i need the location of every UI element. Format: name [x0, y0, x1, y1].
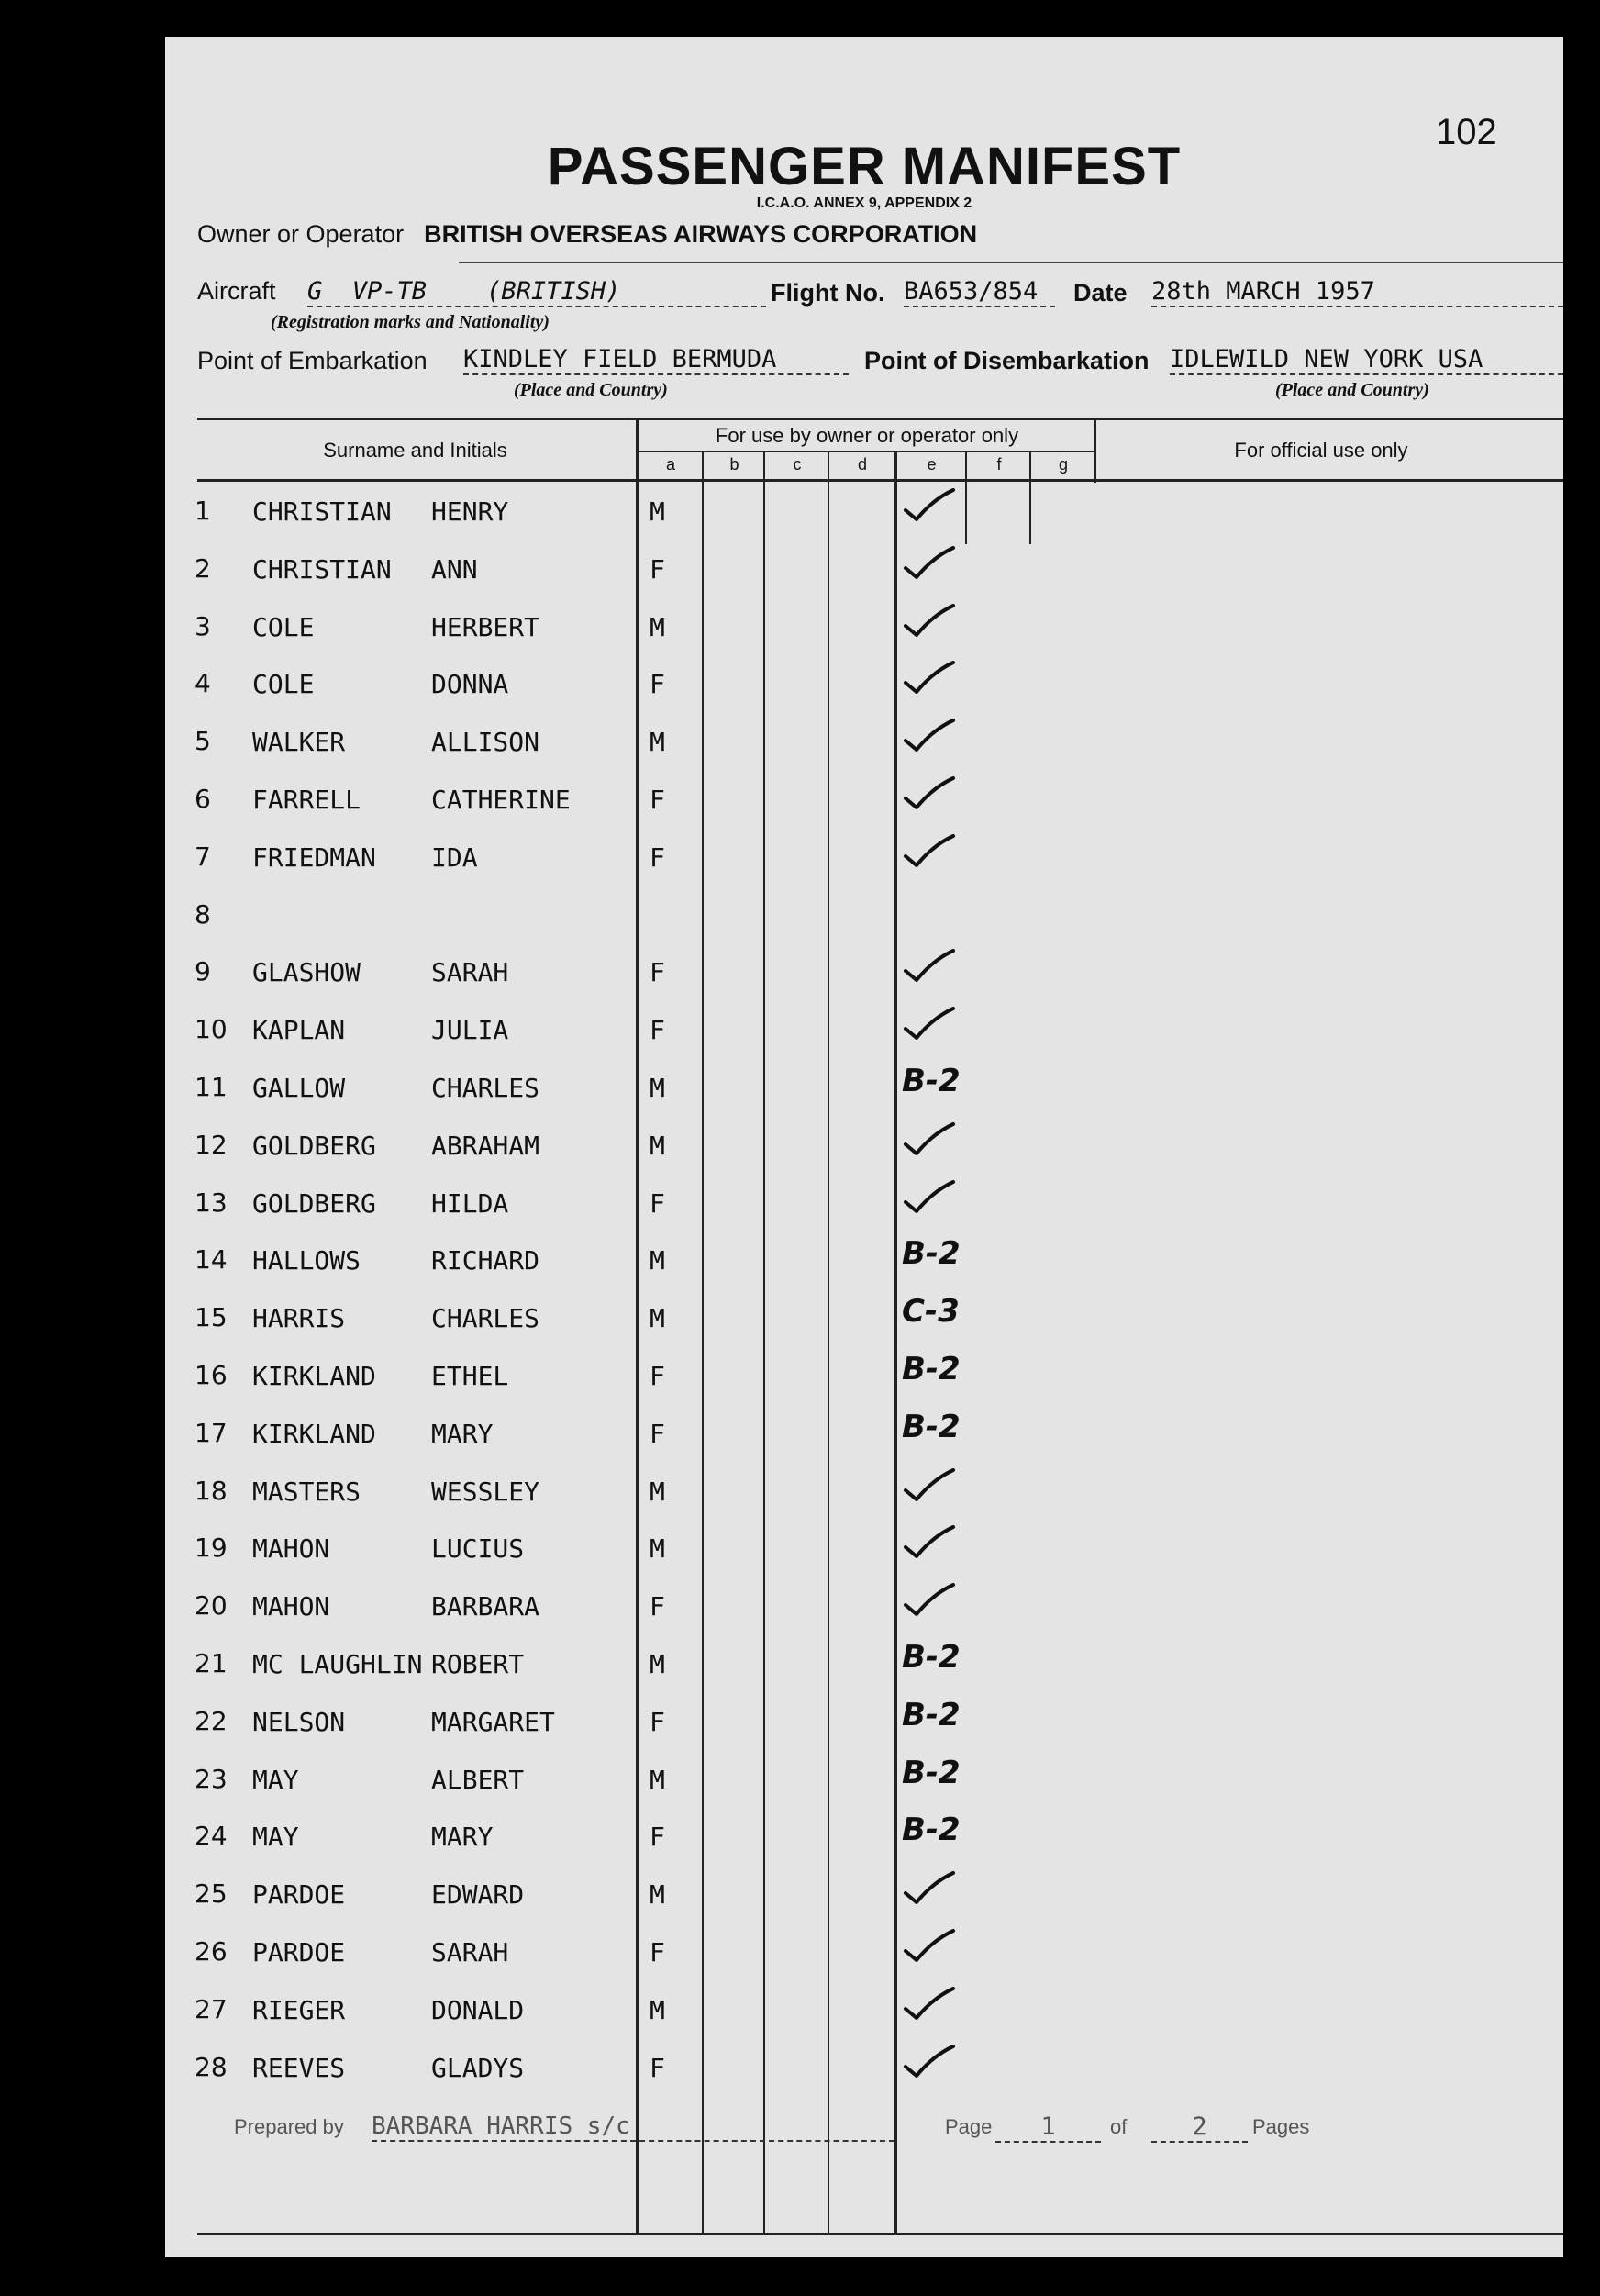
- disembark-value: IDLEWILD NEW YORK USA: [1170, 345, 1563, 375]
- row-number: 2: [194, 552, 211, 584]
- row-number: 3: [194, 610, 211, 641]
- table-row: [165, 1925, 1563, 1982]
- subcol-f: f: [996, 455, 1002, 474]
- page-subtitle: I.C.A.O. ANNEX 9, APPENDIX 2: [756, 195, 972, 211]
- row-sex: F: [650, 553, 665, 585]
- row-status-code: B-2: [902, 1639, 961, 1676]
- of-label: of: [1110, 2115, 1128, 2138]
- row-sex: F: [650, 1361, 665, 1391]
- row-status-code: B-2: [902, 1063, 961, 1099]
- row-surname: COLE: [252, 669, 315, 700]
- row-number: 8: [194, 898, 211, 930]
- row-number: 4: [194, 668, 211, 699]
- pages-label: Pages: [1252, 2115, 1310, 2138]
- check-mark-icon: [902, 1581, 957, 1626]
- row-sex: M: [650, 1073, 665, 1103]
- row-number: 7: [194, 841, 211, 872]
- row-number: 28: [194, 2051, 228, 2082]
- check-mark-icon: [902, 1120, 957, 1165]
- subcol-d: d: [857, 455, 867, 474]
- row-sex: F: [650, 1187, 665, 1219]
- row-number: 11: [194, 1072, 228, 1102]
- table-row: [165, 657, 1563, 714]
- of-value: 2: [1151, 2112, 1248, 2143]
- row-status-code: B-2: [902, 1696, 961, 1733]
- check-mark-icon: [902, 1985, 957, 2030]
- row-surname: REEVES: [252, 2052, 346, 2083]
- row-number: 12: [194, 1129, 228, 1160]
- date-label: Date: [1073, 279, 1128, 307]
- check-mark-icon: [902, 1869, 957, 1914]
- row-given-name: RICHARD: [431, 1245, 540, 1276]
- row-number: 19: [194, 1533, 228, 1564]
- row-sex: F: [650, 1418, 665, 1449]
- row-surname: MC LAUGHLIN: [252, 1649, 423, 1679]
- table-row: [165, 1003, 1563, 1060]
- row-given-name: CATHERINE: [431, 785, 571, 815]
- page-number: 102: [1436, 112, 1497, 152]
- table-top-rule: [197, 418, 1563, 420]
- embark-label: Point of Embarkation: [197, 347, 428, 374]
- row-sex: M: [650, 1476, 665, 1507]
- row-sex: F: [650, 957, 665, 988]
- row-surname: GOLDBERG: [252, 1187, 376, 1219]
- row-number: 16: [194, 1360, 228, 1390]
- row-given-name: LUCIUS: [431, 1533, 525, 1565]
- row-sex: M: [650, 1130, 665, 1161]
- row-given-name: BARBARA: [431, 1591, 540, 1622]
- row-sex: F: [650, 785, 665, 815]
- row-sex: M: [650, 1649, 665, 1679]
- row-sex: M: [650, 611, 665, 642]
- subcol-b: b: [729, 455, 739, 474]
- prepared-label: Prepared by: [234, 2115, 344, 2138]
- row-surname: FARRELL: [252, 785, 361, 815]
- row-status-code: B-2: [902, 1754, 961, 1791]
- row-given-name: HENRY: [431, 496, 509, 527]
- row-sex: F: [650, 2052, 665, 2083]
- row-surname: KIRKLAND: [252, 1361, 376, 1391]
- page-value: 1: [995, 2112, 1101, 2143]
- page-title: PASSENGER MANIFEST: [547, 137, 1182, 196]
- row-sex: F: [650, 1937, 665, 1967]
- owner-value: BRITISH OVERSEAS AIRWAYS CORPORATION: [424, 220, 978, 248]
- prepared-value: BARBARA HARRIS s/c: [372, 2112, 894, 2142]
- disembark-label: Point of Disembarkation: [864, 347, 1150, 374]
- check-mark-icon: [902, 717, 957, 762]
- row-surname: KAPLAN: [252, 1015, 346, 1046]
- flight-value: BA653/854: [904, 277, 1055, 307]
- check-mark-icon: [902, 775, 957, 819]
- row-sex: M: [650, 1764, 665, 1795]
- flight-label: Flight No.: [771, 279, 885, 307]
- row-surname: GLASHOW: [252, 957, 361, 988]
- table-row: [165, 1119, 1563, 1176]
- row-number: 22: [194, 1705, 228, 1736]
- row-sex: M: [650, 1994, 665, 2025]
- table-row: [165, 1637, 1563, 1694]
- row-number: 10: [194, 1014, 228, 1045]
- row-number: 13: [194, 1187, 228, 1218]
- row-surname: GOLDBERG: [252, 1130, 376, 1161]
- table-row: [165, 1867, 1563, 1924]
- table-row: [165, 1465, 1563, 1521]
- row-number: 9: [194, 956, 211, 987]
- row-status-code: B-2: [902, 1408, 961, 1445]
- row-surname: RIEGER: [252, 1994, 346, 2025]
- subcol-a: a: [665, 455, 675, 474]
- col-official-header: For official use only: [1234, 439, 1408, 462]
- row-given-name: HERBERT: [431, 611, 540, 642]
- row-surname: CHRISTIAN: [252, 553, 392, 585]
- row-given-name: WESSLEY: [431, 1476, 540, 1507]
- table-row: [165, 1176, 1563, 1233]
- owner-line: [197, 220, 977, 249]
- embark-note: (Place and Country): [514, 380, 668, 400]
- check-mark-icon: [902, 486, 957, 531]
- row-number: 25: [194, 1878, 228, 1910]
- row-given-name: CHARLES: [431, 1303, 540, 1334]
- table-row: [165, 542, 1563, 599]
- row-number: 14: [194, 1244, 228, 1276]
- row-number: 23: [194, 1763, 228, 1794]
- row-sex: F: [650, 841, 665, 873]
- row-number: 15: [194, 1302, 228, 1333]
- row-number: 18: [194, 1475, 228, 1506]
- row-sex: M: [650, 1533, 665, 1565]
- table-header-rule: [197, 479, 1563, 482]
- row-number: 27: [194, 1993, 228, 2024]
- row-given-name: ABRAHAM: [431, 1130, 540, 1161]
- table-row: [165, 945, 1563, 1002]
- row-given-name: ANN: [431, 553, 478, 585]
- row-sex: F: [650, 1706, 665, 1737]
- table-row: [165, 1291, 1563, 1348]
- row-surname: MAHON: [252, 1533, 330, 1565]
- check-mark-icon: [902, 1178, 957, 1223]
- table-row: [165, 600, 1563, 657]
- table-row: [165, 1233, 1563, 1290]
- check-mark-icon: [902, 1523, 957, 1568]
- row-given-name: ALBERT: [431, 1764, 525, 1795]
- row-given-name: SARAH: [431, 957, 509, 988]
- manifest-page: [165, 37, 1563, 2257]
- row-status-code: C-3: [902, 1293, 960, 1331]
- row-given-name: DONALD: [431, 1994, 525, 2025]
- check-mark-icon: [902, 2043, 957, 2088]
- subcol-g: g: [1058, 455, 1068, 474]
- aircraft-label: Aircraft: [197, 277, 276, 305]
- row-given-name: JULIA: [431, 1015, 509, 1046]
- subcol-c: c: [793, 455, 802, 474]
- row-surname: HARRIS: [252, 1303, 346, 1334]
- row-number: 1: [194, 496, 211, 526]
- check-mark-icon: [902, 1005, 957, 1050]
- row-surname: COLE: [252, 611, 315, 642]
- check-mark-icon: [902, 832, 957, 877]
- table-row: [165, 1810, 1563, 1867]
- row-surname: PARDOE: [252, 1879, 346, 1911]
- row-given-name: HILDA: [431, 1187, 509, 1219]
- row-surname: MASTERS: [252, 1476, 361, 1507]
- row-status-code: B-2: [902, 1351, 961, 1388]
- row-number: 6: [194, 784, 211, 814]
- row-surname: MAHON: [252, 1591, 330, 1622]
- table-row: [165, 773, 1563, 830]
- table-row: [165, 1349, 1563, 1406]
- row-number: 21: [194, 1648, 228, 1678]
- check-mark-icon: [902, 659, 957, 704]
- row-given-name: EDWARD: [431, 1879, 525, 1911]
- row-number: 26: [194, 1936, 228, 1967]
- row-sex: M: [650, 1303, 665, 1334]
- table-row: [165, 1579, 1563, 1636]
- row-surname: NELSON: [252, 1706, 346, 1737]
- row-number: 17: [194, 1417, 228, 1448]
- check-mark-icon: [902, 1927, 957, 1972]
- row-given-name: IDA: [431, 841, 478, 873]
- row-given-name: ALLISON: [431, 727, 540, 758]
- row-sex: M: [650, 1245, 665, 1276]
- subcol-e: e: [927, 455, 937, 474]
- divider: [459, 262, 1563, 263]
- row-number: 20: [194, 1590, 228, 1622]
- aircraft-note: (Registration marks and Nationality): [271, 312, 550, 332]
- row-surname: MAY: [252, 1764, 299, 1795]
- row-surname: CHRISTIAN: [252, 496, 392, 527]
- table-row: [165, 485, 1563, 541]
- owner-label: Owner or Operator: [197, 220, 405, 248]
- table-row: [165, 1407, 1563, 1464]
- embark-value: KINDLEY FIELD BERMUDA: [463, 345, 849, 375]
- date-value: 28th MARCH 1957: [1151, 277, 1563, 307]
- check-mark-icon: [902, 544, 957, 589]
- table-row: [165, 1983, 1563, 2040]
- row-given-name: ROBERT: [431, 1649, 525, 1679]
- row-sex: F: [650, 669, 665, 700]
- row-given-name: MARGARET: [431, 1706, 555, 1737]
- row-sex: M: [650, 727, 665, 758]
- row-given-name: DONNA: [431, 669, 509, 700]
- aircraft-value: G VP-TB (BRITISH): [307, 277, 766, 307]
- table-row: [165, 1753, 1563, 1810]
- table-row: [165, 1061, 1563, 1118]
- col-name-header: Surname and Initials: [323, 439, 507, 462]
- row-status-code: B-2: [902, 1811, 961, 1849]
- subhead-rule: [638, 451, 1096, 452]
- col-owner-header: For use by owner or operator only: [715, 424, 1019, 447]
- row-given-name: CHARLES: [431, 1073, 540, 1103]
- row-sex: F: [650, 1822, 665, 1853]
- row-surname: PARDOE: [252, 1937, 346, 1967]
- row-sex: M: [650, 496, 665, 527]
- row-surname: FRIEDMAN: [252, 841, 376, 873]
- row-status-code: B-2: [902, 1235, 961, 1273]
- row-given-name: GLADYS: [431, 2052, 525, 2083]
- row-sex: F: [650, 1015, 665, 1046]
- row-given-name: MARY: [431, 1418, 494, 1449]
- table-row: [165, 830, 1563, 887]
- row-number: 5: [194, 726, 211, 757]
- table-row: [165, 715, 1563, 772]
- row-surname: HALLOWS: [252, 1245, 361, 1276]
- check-mark-icon: [902, 1466, 957, 1511]
- row-sex: M: [650, 1879, 665, 1911]
- row-surname: WALKER: [252, 727, 346, 758]
- row-surname: GALLOW: [252, 1073, 346, 1103]
- check-mark-icon: [902, 947, 957, 992]
- disembark-note: (Place and Country): [1275, 380, 1429, 400]
- row-sex: F: [650, 1591, 665, 1622]
- table-row: [165, 888, 1563, 945]
- row-given-name: MARY: [431, 1822, 494, 1853]
- table-bottom-rule: [197, 2233, 1563, 2235]
- row-surname: MAY: [252, 1822, 299, 1853]
- row-given-name: ETHEL: [431, 1361, 509, 1391]
- table-row: [165, 2041, 1563, 2098]
- table-row: [165, 1521, 1563, 1578]
- row-number: 24: [194, 1821, 228, 1852]
- table-row: [165, 1695, 1563, 1752]
- page-label: Page: [945, 2115, 993, 2138]
- row-surname: KIRKLAND: [252, 1418, 376, 1449]
- check-mark-icon: [902, 602, 957, 647]
- row-given-name: SARAH: [431, 1937, 509, 1967]
